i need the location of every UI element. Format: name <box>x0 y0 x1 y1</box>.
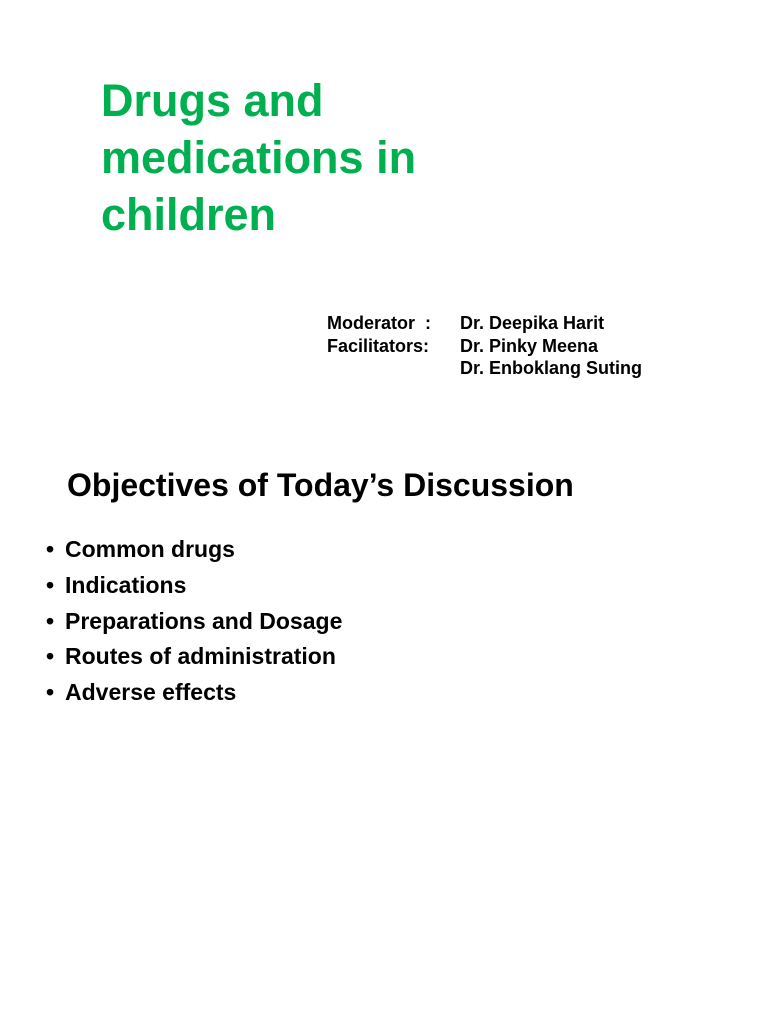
list-item <box>46 604 342 640</box>
bullet-icon: • <box>46 607 55 634</box>
facilitators-label: Facilitators: <box>327 335 430 356</box>
list-item <box>46 675 342 711</box>
slide-title-line: Drugs and <box>101 75 324 126</box>
objectives-list <box>46 532 342 711</box>
moderator-label: Moderator : <box>327 313 432 333</box>
objectives-heading: Objectives of Today’s Discussion <box>67 467 574 503</box>
facilitator-name: Dr. Pinky Meena <box>460 335 599 356</box>
slide-title-line: medications in <box>101 132 417 183</box>
slide-title <box>101 72 561 243</box>
bullet-icon: • <box>46 571 55 598</box>
moderator-name: Dr. Deepika Harit <box>460 313 605 333</box>
list-item <box>46 532 342 568</box>
credits-block <box>327 312 642 380</box>
list-item-label: Routes of administration <box>65 643 336 670</box>
list-item-label: Adverse effects <box>65 679 237 706</box>
list-item-label: Indications <box>65 571 187 598</box>
list-item-label: Preparations and Dosage <box>65 607 343 634</box>
facilitator-name: Dr. Enboklang Suting <box>460 358 643 378</box>
moderator-row <box>327 312 642 335</box>
list-item-label: Common drugs <box>65 536 235 562</box>
bullet-icon: • <box>46 536 55 562</box>
facilitators-row <box>327 335 642 358</box>
list-item <box>46 639 342 675</box>
credit-label-spacer <box>327 357 460 380</box>
bullet-icon: • <box>46 679 55 706</box>
facilitators-row-continued <box>327 357 642 380</box>
slide-title-line: children <box>101 189 277 240</box>
list-item <box>46 568 342 604</box>
bullet-icon: • <box>46 643 55 670</box>
